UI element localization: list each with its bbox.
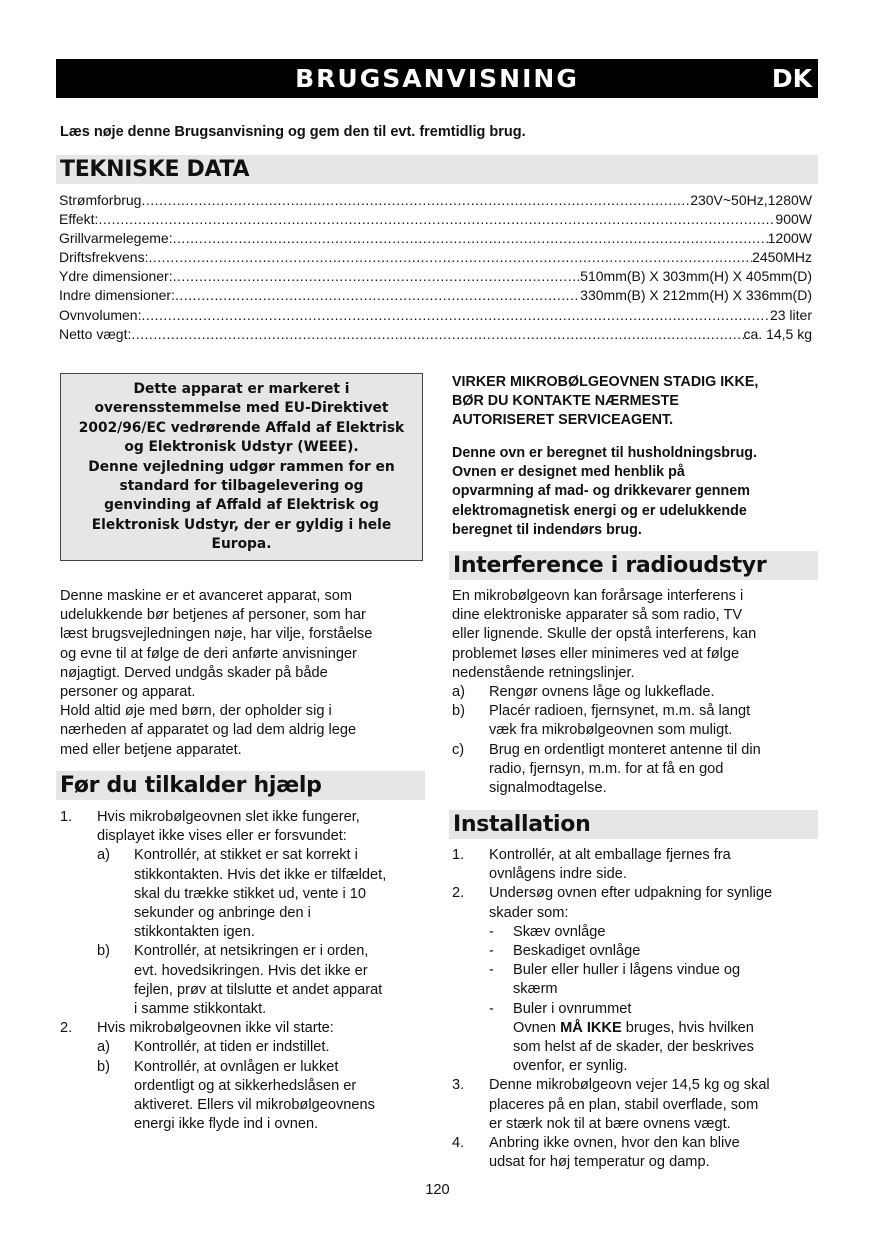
spec-label: Grillvarmelegeme:: [59, 230, 173, 247]
spec-table: [59, 191, 812, 344]
spec-value: 1200W: [767, 230, 812, 247]
text-line: Skæv ovnlåge: [513, 923, 606, 940]
spec-row: [59, 229, 812, 248]
spec-row: [59, 267, 812, 286]
text-line: skader som:: [489, 904, 569, 921]
installation-list: [452, 846, 820, 1172]
text-line: Denne ovn er beregnet til husholdningsbrug.: [452, 445, 758, 461]
spec-value: 2450MHz: [752, 249, 812, 266]
text-line: og evne til at følge de deri anførte anvisninger: [60, 645, 357, 662]
text-line: Denne maskine er et avanceret apparat, som: [60, 588, 353, 604]
list-number: 3.: [452, 1077, 465, 1094]
text-line: Rengør ovnens låge og lukkeflade.: [489, 684, 715, 701]
text-line: placeres på en plan, stabil overflade, som: [489, 1096, 759, 1113]
spec-value: ca. 14,5 kg: [743, 325, 812, 342]
list-item: [452, 702, 820, 740]
text-line: med eller betjene apparatet.: [60, 741, 242, 758]
help-list: [60, 808, 426, 1134]
safety-paragraph: [60, 587, 430, 760]
intro-text: Læs nøje denne Brugsanvisning og gem den til evt. fremtidlig brug.: [60, 124, 526, 140]
text-line: Kontrollér, at stikket er sat korrekt i: [134, 847, 358, 864]
spec-label: Ovnvolumen:: [59, 306, 142, 323]
text-line: Kontrollér, at ovnlågen er lukket: [134, 1058, 339, 1075]
text-line: stikkontakten igen.: [134, 924, 255, 941]
text-line: væk fra mikrobølgeovnen som muligt.: [489, 722, 733, 739]
text-line: udelukkende bør betjenes af personer, som har: [60, 607, 366, 624]
text-line: Brug en ordentligt monteret antenne til din: [489, 741, 761, 758]
sub-letter: b): [452, 703, 465, 720]
list-item: [452, 741, 820, 799]
text-line: ordentligt og at sikkerhedslåsen er: [134, 1077, 357, 1094]
dash-item: [489, 942, 820, 961]
list-item: [60, 808, 426, 1019]
text-line: ovnlågens indre side.: [489, 866, 627, 883]
weee-line: Denne vejledning udgør rammen for en: [88, 458, 395, 475]
sub-item: [97, 942, 426, 1019]
text-line: dine elektroniske apparater så som radio, TV: [452, 607, 743, 624]
text-line: er stærk nok til at bære ovnens vægt.: [489, 1115, 731, 1132]
text-line: opvarmning af mad- og drikkevarer gennem: [452, 483, 750, 500]
text-line: displayet ikke vises eller er forsvundet:: [97, 828, 347, 845]
text-line: energi ikke flyde ind i ovnen.: [134, 1116, 319, 1133]
spec-value: 900W: [775, 211, 812, 228]
text-line: En mikrobølgeovn kan forårsage interferens i: [452, 588, 744, 604]
text-line: eller lignende. Skulle der opstå interferens, kan: [452, 626, 757, 643]
language-code: DK: [771, 64, 812, 93]
service-warning: [452, 373, 822, 431]
dash-mark: -: [489, 923, 494, 940]
text-line: fejlen, prøv at tilslutte et andet apparat: [134, 981, 383, 998]
spec-value: 510mm(B) X 303mm(H) X 405mm(D): [580, 268, 812, 285]
text-line: Undersøg ovnen efter udpakning for synlige: [489, 885, 773, 902]
text-line: beregnet til indendørs brug.: [452, 521, 642, 538]
dash-mark: -: [489, 943, 494, 960]
list-item: [452, 846, 820, 884]
dash-item: [489, 961, 820, 999]
spec-row: [59, 306, 812, 325]
sub-letter: b): [97, 943, 110, 960]
list-item: [452, 1076, 820, 1134]
text-line: læst brugsvejledningen nøje, har vilje, forståelse: [60, 626, 373, 643]
text-line: i samme stikkontakt.: [134, 1001, 267, 1018]
text-line: skærm: [513, 981, 558, 998]
note-text: Ovnen: [513, 1019, 561, 1036]
text-line: ovenfor, er synlig.: [513, 1058, 628, 1075]
weee-line: Dette apparat er markeret i: [133, 381, 350, 397]
dash-mark: -: [489, 962, 494, 979]
page-number: 120: [425, 1182, 450, 1198]
text-line: Hvis mikrobølgeovnen ikke vil starte:: [97, 1020, 334, 1037]
sub-letter: a): [452, 684, 465, 701]
text-line: nøjagtigt. Derved undgås skader på både: [60, 664, 328, 681]
header-bar: [56, 59, 818, 98]
spec-row: [59, 191, 812, 210]
weee-line: genvinding af Affald af Elektrisk og: [104, 497, 379, 514]
spec-row: [59, 325, 812, 344]
text-line: Buler eller huller i lågens vindue og: [513, 962, 741, 979]
sub-item: [97, 846, 426, 942]
text-line: skal du trække stikket ud, vente i 10: [134, 885, 366, 902]
note-emphasis: MÅ IKKE: [560, 1019, 622, 1036]
spec-label: Ydre dimensioner:: [59, 268, 173, 285]
weee-line: Europa.: [211, 536, 272, 553]
spec-row: [59, 248, 812, 267]
installation-heading-text: Installation: [453, 812, 591, 837]
text-line: Kontrollér, at tiden er indstillet.: [134, 1039, 330, 1056]
help-heading-text: Før du tilkalder hjælp: [60, 773, 322, 798]
weee-notice-box: [60, 373, 423, 561]
sub-letter: a): [97, 847, 110, 864]
weee-line: overensstemmelse med EU-Direktivet: [94, 400, 389, 417]
text-line: personer og apparat.: [60, 684, 196, 701]
spec-label: Strømforbrug: [59, 192, 142, 208]
text-line: Anbring ikke ovnen, hvor den kan blive: [489, 1135, 740, 1152]
help-heading: [56, 771, 425, 800]
text-line: signalmodtagelse.: [489, 780, 607, 797]
text-line: stikkontakten. Hvis det ikke er tilfældet,: [134, 866, 387, 883]
text-line: VIRKER MIKROBØLGEOVNEN STADIG IKKE,: [452, 374, 759, 390]
text-line: Hold altid øje med børn, der opholder sig i: [60, 703, 332, 720]
sub-letter: b): [97, 1058, 110, 1075]
text-line: elektromagnetisk energi og er udelukkende: [452, 502, 747, 519]
text-line: udsat for høj temperatur og damp.: [489, 1154, 710, 1171]
sub-letter: a): [97, 1039, 110, 1056]
interference-heading: [449, 551, 818, 580]
text-line: aktiveret. Ellers vil mikrobølgeovnens: [134, 1097, 375, 1114]
text-line: Kontrollér, at netsikringen er i orden,: [134, 943, 369, 960]
text-line: Beskadiget ovnlåge: [513, 943, 641, 960]
spec-value: 230V~50Hz,1280W: [690, 192, 812, 208]
spec-label: Effekt:: [59, 211, 99, 228]
dash-item: [489, 1000, 820, 1077]
sub-item: [97, 1038, 426, 1057]
spec-row: [59, 286, 812, 305]
dash-mark: -: [489, 1000, 494, 1017]
text-line: sekunder og anbringe den i: [134, 905, 311, 922]
list-item: [452, 884, 820, 1076]
text-line: radio, fjernsyn, m.m. for at få en god: [489, 760, 724, 777]
spec-value: 330mm(B) X 212mm(H) X 336mm(D): [580, 287, 812, 304]
spec-label: Indre dimensioner:: [59, 287, 175, 304]
installation-heading: [449, 810, 818, 839]
text-line: problemet løses eller minimeres ved at følge: [452, 645, 740, 662]
sub-item: [97, 1058, 426, 1135]
list-number: 2.: [60, 1020, 73, 1037]
spec-row: [59, 210, 812, 229]
text-line: Kontrollér, at alt emballage fjernes fra: [489, 847, 731, 863]
weee-line: standard for tilbagelevering og: [119, 478, 364, 495]
text-line: Hvis mikrobølgeovnen slet ikke fungerer,: [97, 809, 360, 825]
text-line: Buler i ovnrummet: [513, 1000, 632, 1017]
weee-line: 2002/96/EC vedrørende Affald af Elektrisk: [78, 419, 405, 436]
interference-section: [452, 587, 820, 798]
list-number: 4.: [452, 1135, 465, 1152]
page-title: BRUGSANVISNING: [295, 64, 579, 93]
list-item: [60, 1019, 426, 1134]
weee-line: Elektronisk Udstyr, der er gyldig i hele: [91, 516, 392, 533]
spec-value: 23 liter: [769, 306, 812, 323]
list-number: 1.: [60, 809, 73, 825]
text-line: Denne mikrobølgeovn vejer 14,5 kg og skal: [489, 1077, 770, 1094]
household-notice: [452, 444, 822, 540]
text-line: BØR DU KONTAKTE NÆRMESTE: [452, 393, 679, 410]
text-line: nærheden af apparatet og lad dem aldrig lege: [60, 722, 357, 739]
list-item: [452, 683, 820, 702]
text-line: som helst af de skader, der beskrives: [513, 1039, 754, 1056]
interference-heading-text: Interference i radioudstyr: [453, 553, 767, 578]
spec-label: Driftsfrekvens:: [59, 249, 149, 266]
list-item: [452, 1134, 820, 1172]
tech-data-heading: [56, 155, 818, 184]
note-text: bruges, hvis hvilken: [621, 1019, 754, 1036]
list-number: 2.: [452, 885, 465, 902]
text-line: AUTORISERET SERVICEAGENT.: [452, 412, 674, 429]
sub-letter: c): [452, 741, 465, 758]
text-line: Ovnen er designet med henblik på: [452, 464, 685, 481]
spec-label: Netto vægt:: [59, 325, 132, 342]
text-line: evt. hovedsikringen. Hvis det ikke er: [134, 962, 368, 979]
dash-item: [489, 923, 820, 942]
text-line: Placér radioen, fjernsynet, m.m. så langt: [489, 703, 751, 720]
weee-line: og Elektronisk Udstyr (WEEE).: [124, 439, 359, 456]
tech-data-heading-text: TEKNISKE DATA: [60, 157, 250, 182]
list-number: 1.: [452, 847, 465, 863]
damage-note: [513, 1019, 820, 1038]
text-line: nedenstående retningslinjer.: [452, 664, 635, 681]
